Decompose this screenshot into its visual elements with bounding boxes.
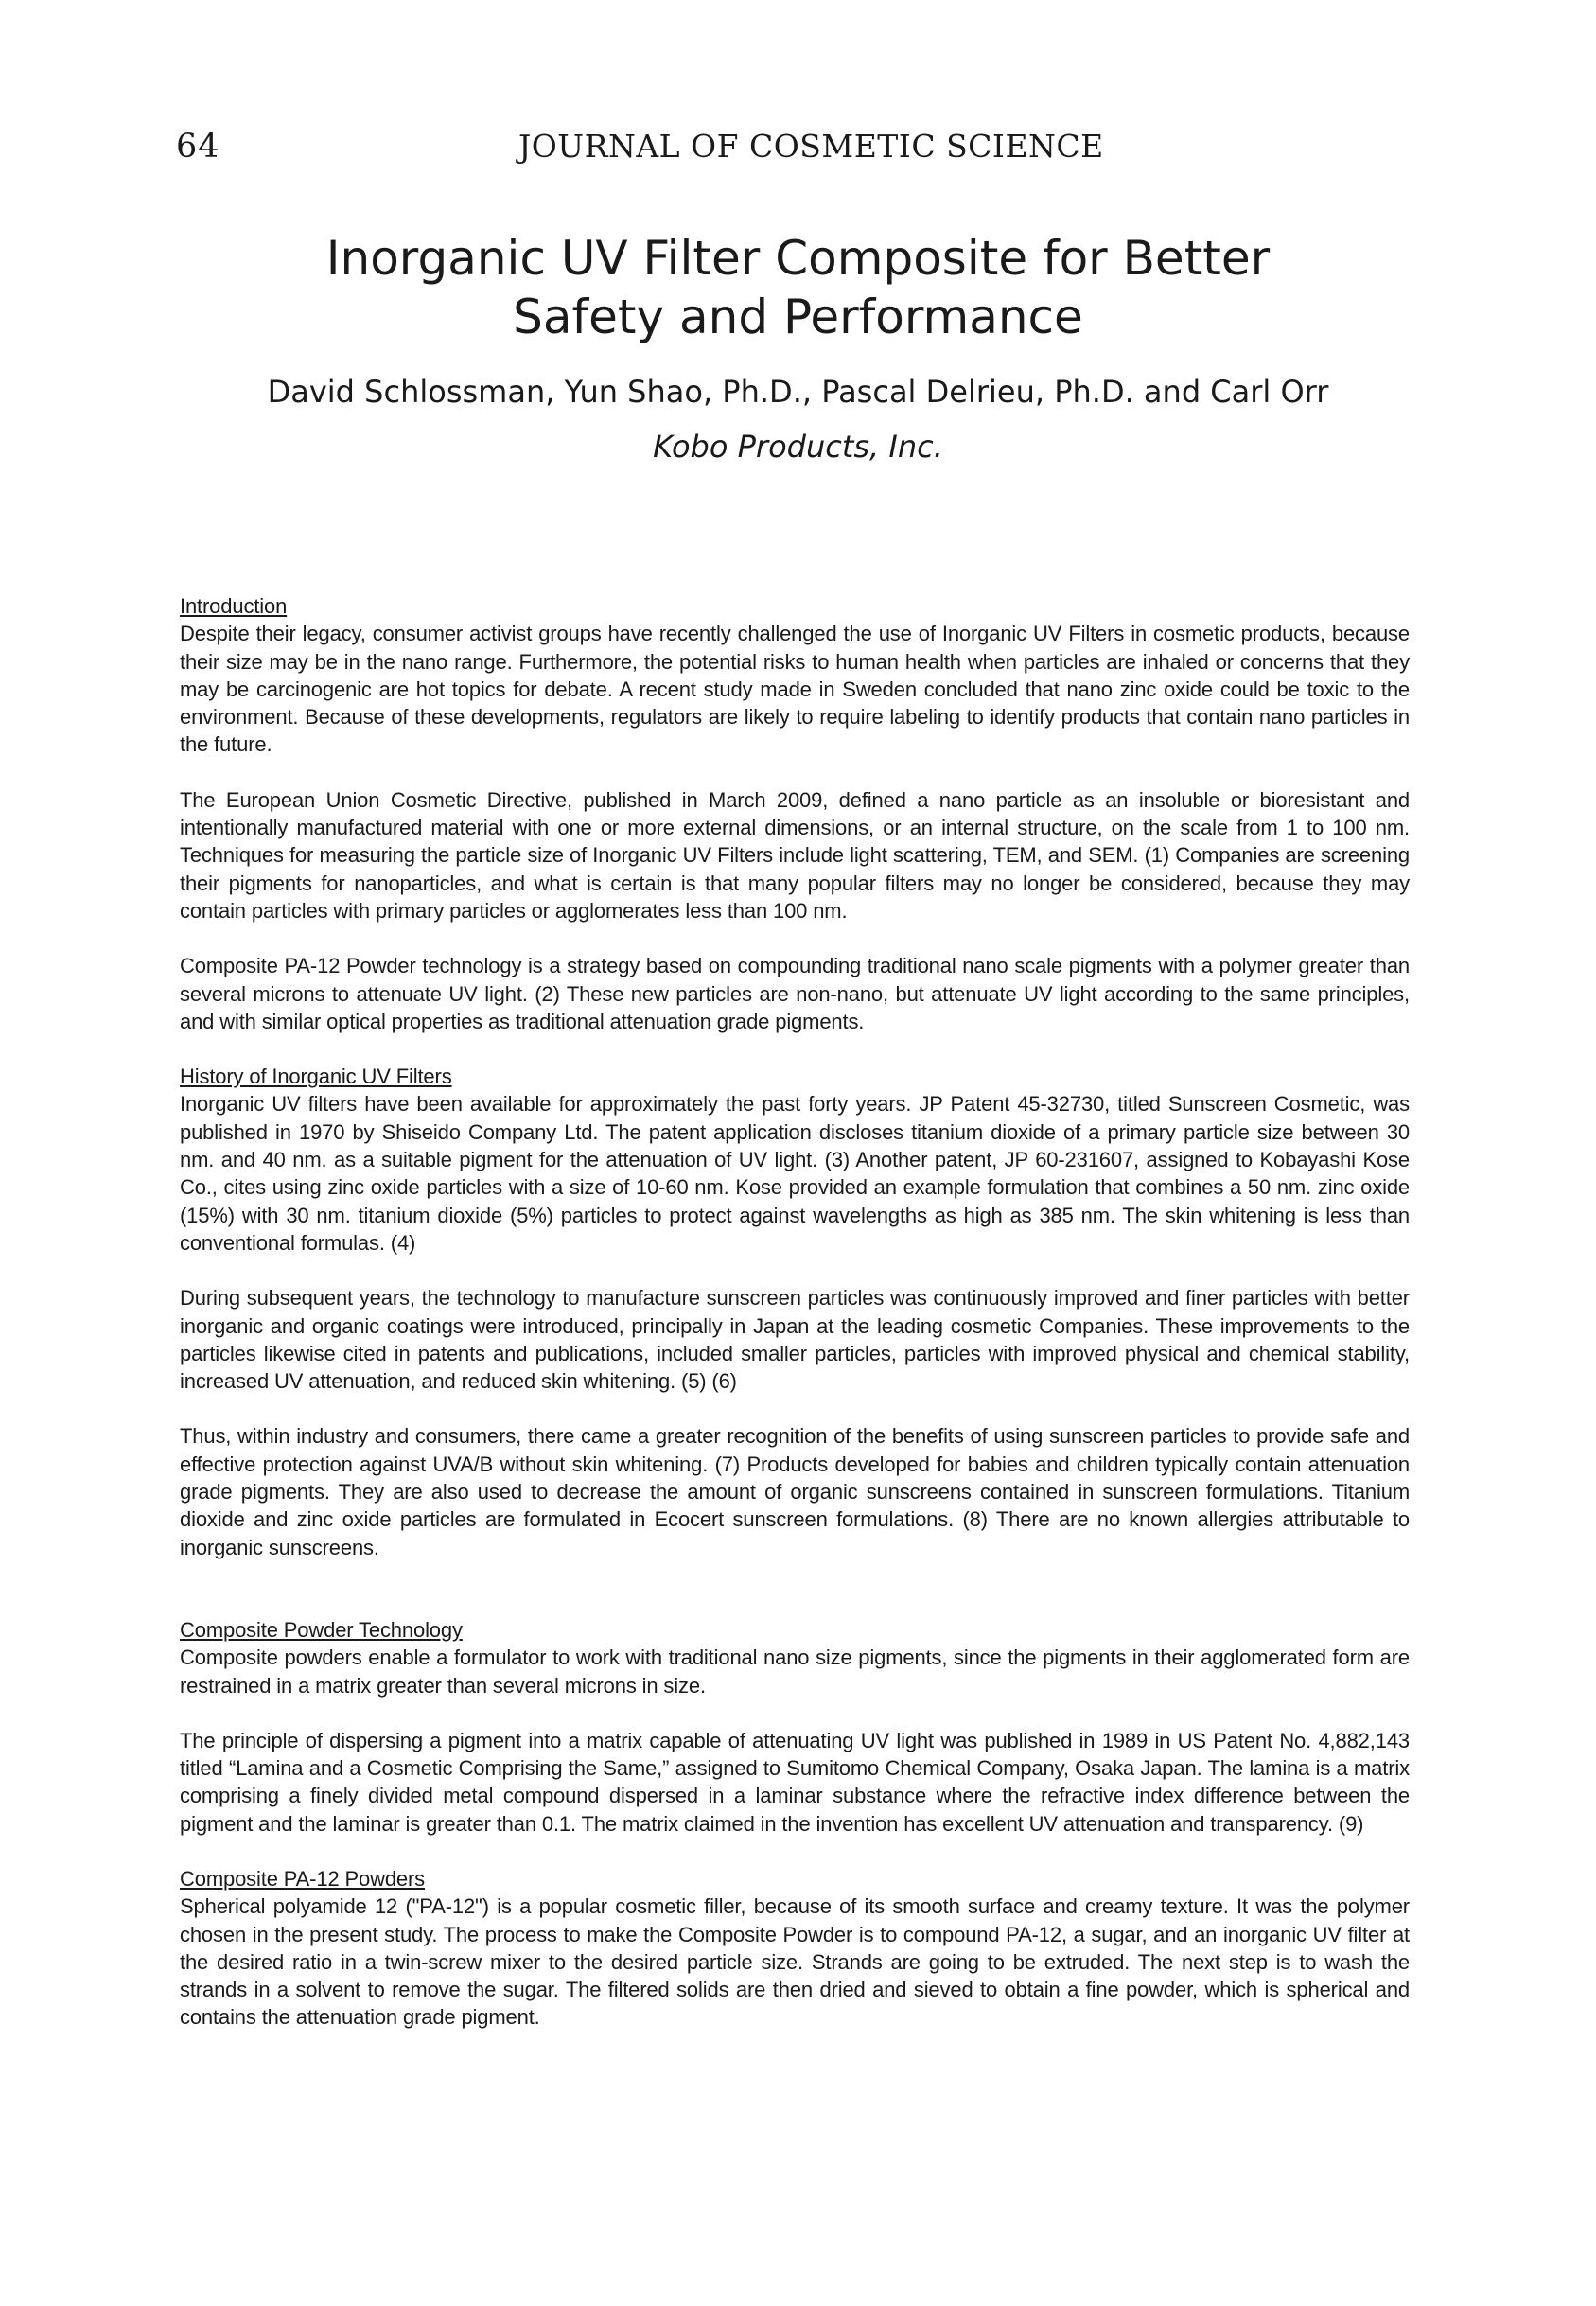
section-heading: Composite PA-12 Powders [180, 1866, 426, 1891]
paragraph: Spherical polyamide 12 ("PA-12") is a popular cosmetic filler, because of its smooth surface and creamy texture. It was the polymer chosen in the present study. The process to make the Composite Powder is to compound PA-12, a sugar, and an inorganic UV filter at the desired ratio in a twin-screw mixer to the desired particle size. Strands are going to be extruded. The next step is to wash the strands in a solvent to remove the sugar. The filtered solids are then dried and sieved to obtain a fine powder, which is spherical and contains the attenuation grade pigment. [180, 1894, 1410, 2030]
section-history [180, 1063, 1410, 1561]
paragraph: Thus, within industry and consumers, there came a greater recognition of the benefits of using sunscreen particles to provide safe and effective protection against UVA/B without skin whitening. (7) Products developed for babies and children typically contain attenuation grade pigments. They are also used to decrease the amount of organic sunscreens contained in sunscreen formulations. Titanium dioxide and zinc oxide particles are formulated in Ecocert sunscreen formulations. (8) There are no known allergies attributable to inorganic sunscreens. [180, 1424, 1410, 1559]
paragraph: The principle of dispersing a pigment into a matrix capable of attenuating UV light was published in 1989 in US Patent No. 4,882,143 titled “Lamina and a Cosmetic Comprising the Same,” assigned to Sumitomo Chemical Company, Osaka Japan. The lamina is a matrix comprising a finely divided metal compound dispersed in a laminar substance where the refractive index difference between the pigment and the laminar is greater than 0.1. The matrix claimed in the invention has excellent UV attenuation and transparency. (9) [180, 1728, 1410, 1836]
article-body [180, 592, 1410, 2032]
section-composite-powder-technology [180, 1616, 1410, 1838]
paragraph: Inorganic UV filters have been available for approximately the past forty years. JP Patent 45-32730, titled Sunscreen Cosmetic, was published in 1970 by Shiseido Company Ltd. The patent application discloses titanium dioxide of a primary particle size between 30 nm. and 40 nm. as a suitable pigment for the attenuation of UV light. (3) Another patent, JP 60-231607, assigned to Kobayashi Kose Co., cites using zinc oxide particles with a size of 10-60 nm. Kose provided an example formulation that combines a 50 nm. zinc oxide (15%) with 30 nm. titanium dioxide (5%) particles to protect against wavelengths as high as 385 nm. The skin whitening is less than conventional formulas. (4) [180, 1092, 1410, 1255]
section-heading: Composite Powder Technology [180, 1617, 463, 1642]
section-heading: History of Inorganic UV Filters [180, 1065, 452, 1089]
paragraph: The European Union Cosmetic Directive, published in March 2009, defined a nano particle as an insoluble or bioresistant and intentionally manufactured material with one or more external dimensions, or an internal structure, on the scale from 1 to 100 nm. Techniques for measuring the particle size of Inorganic UV Filters include light scattering, TEM, and SEM. (1) Companies are screening their pigments for nanoparticles, and what is certain is that many popular filters may no longer be considered, because they may contain particles with primary particles or agglomerates less than 100 nm. [180, 787, 1410, 923]
running-head [176, 128, 1420, 175]
paragraph: Composite PA-12 Powder technology is a strategy based on compounding traditional nano scale pigments with a polymer greater than several microns to attenuate UV light. (2) These new particles are non-nano, but attenuate UV light according to the same principles, and with similar optical properties as traditional attenuation grade pigments. [180, 954, 1410, 1033]
section-introduction [180, 592, 1410, 1035]
journal-name: JOURNAL OF COSMETIC SCIENCE [518, 128, 1104, 165]
paragraph: During subsequent years, the technology to manufacture sunscreen particles was continuously improved and finer particles with better inorganic and organic coatings were introduced, principally in Japan at the leading cosmetic Companies. These improvements to the particles likewise cited in patents and publications, included smaller particles, particles with improved physical and chemical stability, increased UV attenuation, and reduced skin whitening. (5) (6) [180, 1286, 1410, 1394]
article-header [218, 229, 1378, 467]
paragraph: Composite powders enable a formulator to work with traditional nano size pigments, since the pigments in their agglomerated form are restrained in a matrix greater than several microns in size. [180, 1646, 1410, 1698]
author-affiliation: Kobo Products, Inc. [653, 429, 943, 465]
article-title [218, 229, 1378, 346]
author-list: David Schlossman, Yun Shao, Ph.D., Pascal Delrieu, Ph.D. and Carl Orr [267, 374, 1329, 410]
page-number: 64 [176, 128, 220, 166]
article-title-line-2: Safety and Performance [513, 290, 1083, 344]
section-composite-pa12-powders [180, 1865, 1410, 2032]
paragraph: Despite their legacy, consumer activist groups have recently challenged the use of Inorganic UV Filters in cosmetic products, because their size may be in the nano range. Furthermore, the potential risks to human health when particles are inhaled or concerns that they may be carcinogenic are hot topics for debate. A recent study made in Sweden concluded that nano zinc oxide could be toxic to the environment. Because of these developments, regulators are likely to require labeling to identify products that contain nano particles in the future. [180, 622, 1410, 757]
article-title-line-1: Inorganic UV Filter Composite for Better [325, 231, 1271, 286]
section-heading: Introduction [180, 594, 288, 618]
